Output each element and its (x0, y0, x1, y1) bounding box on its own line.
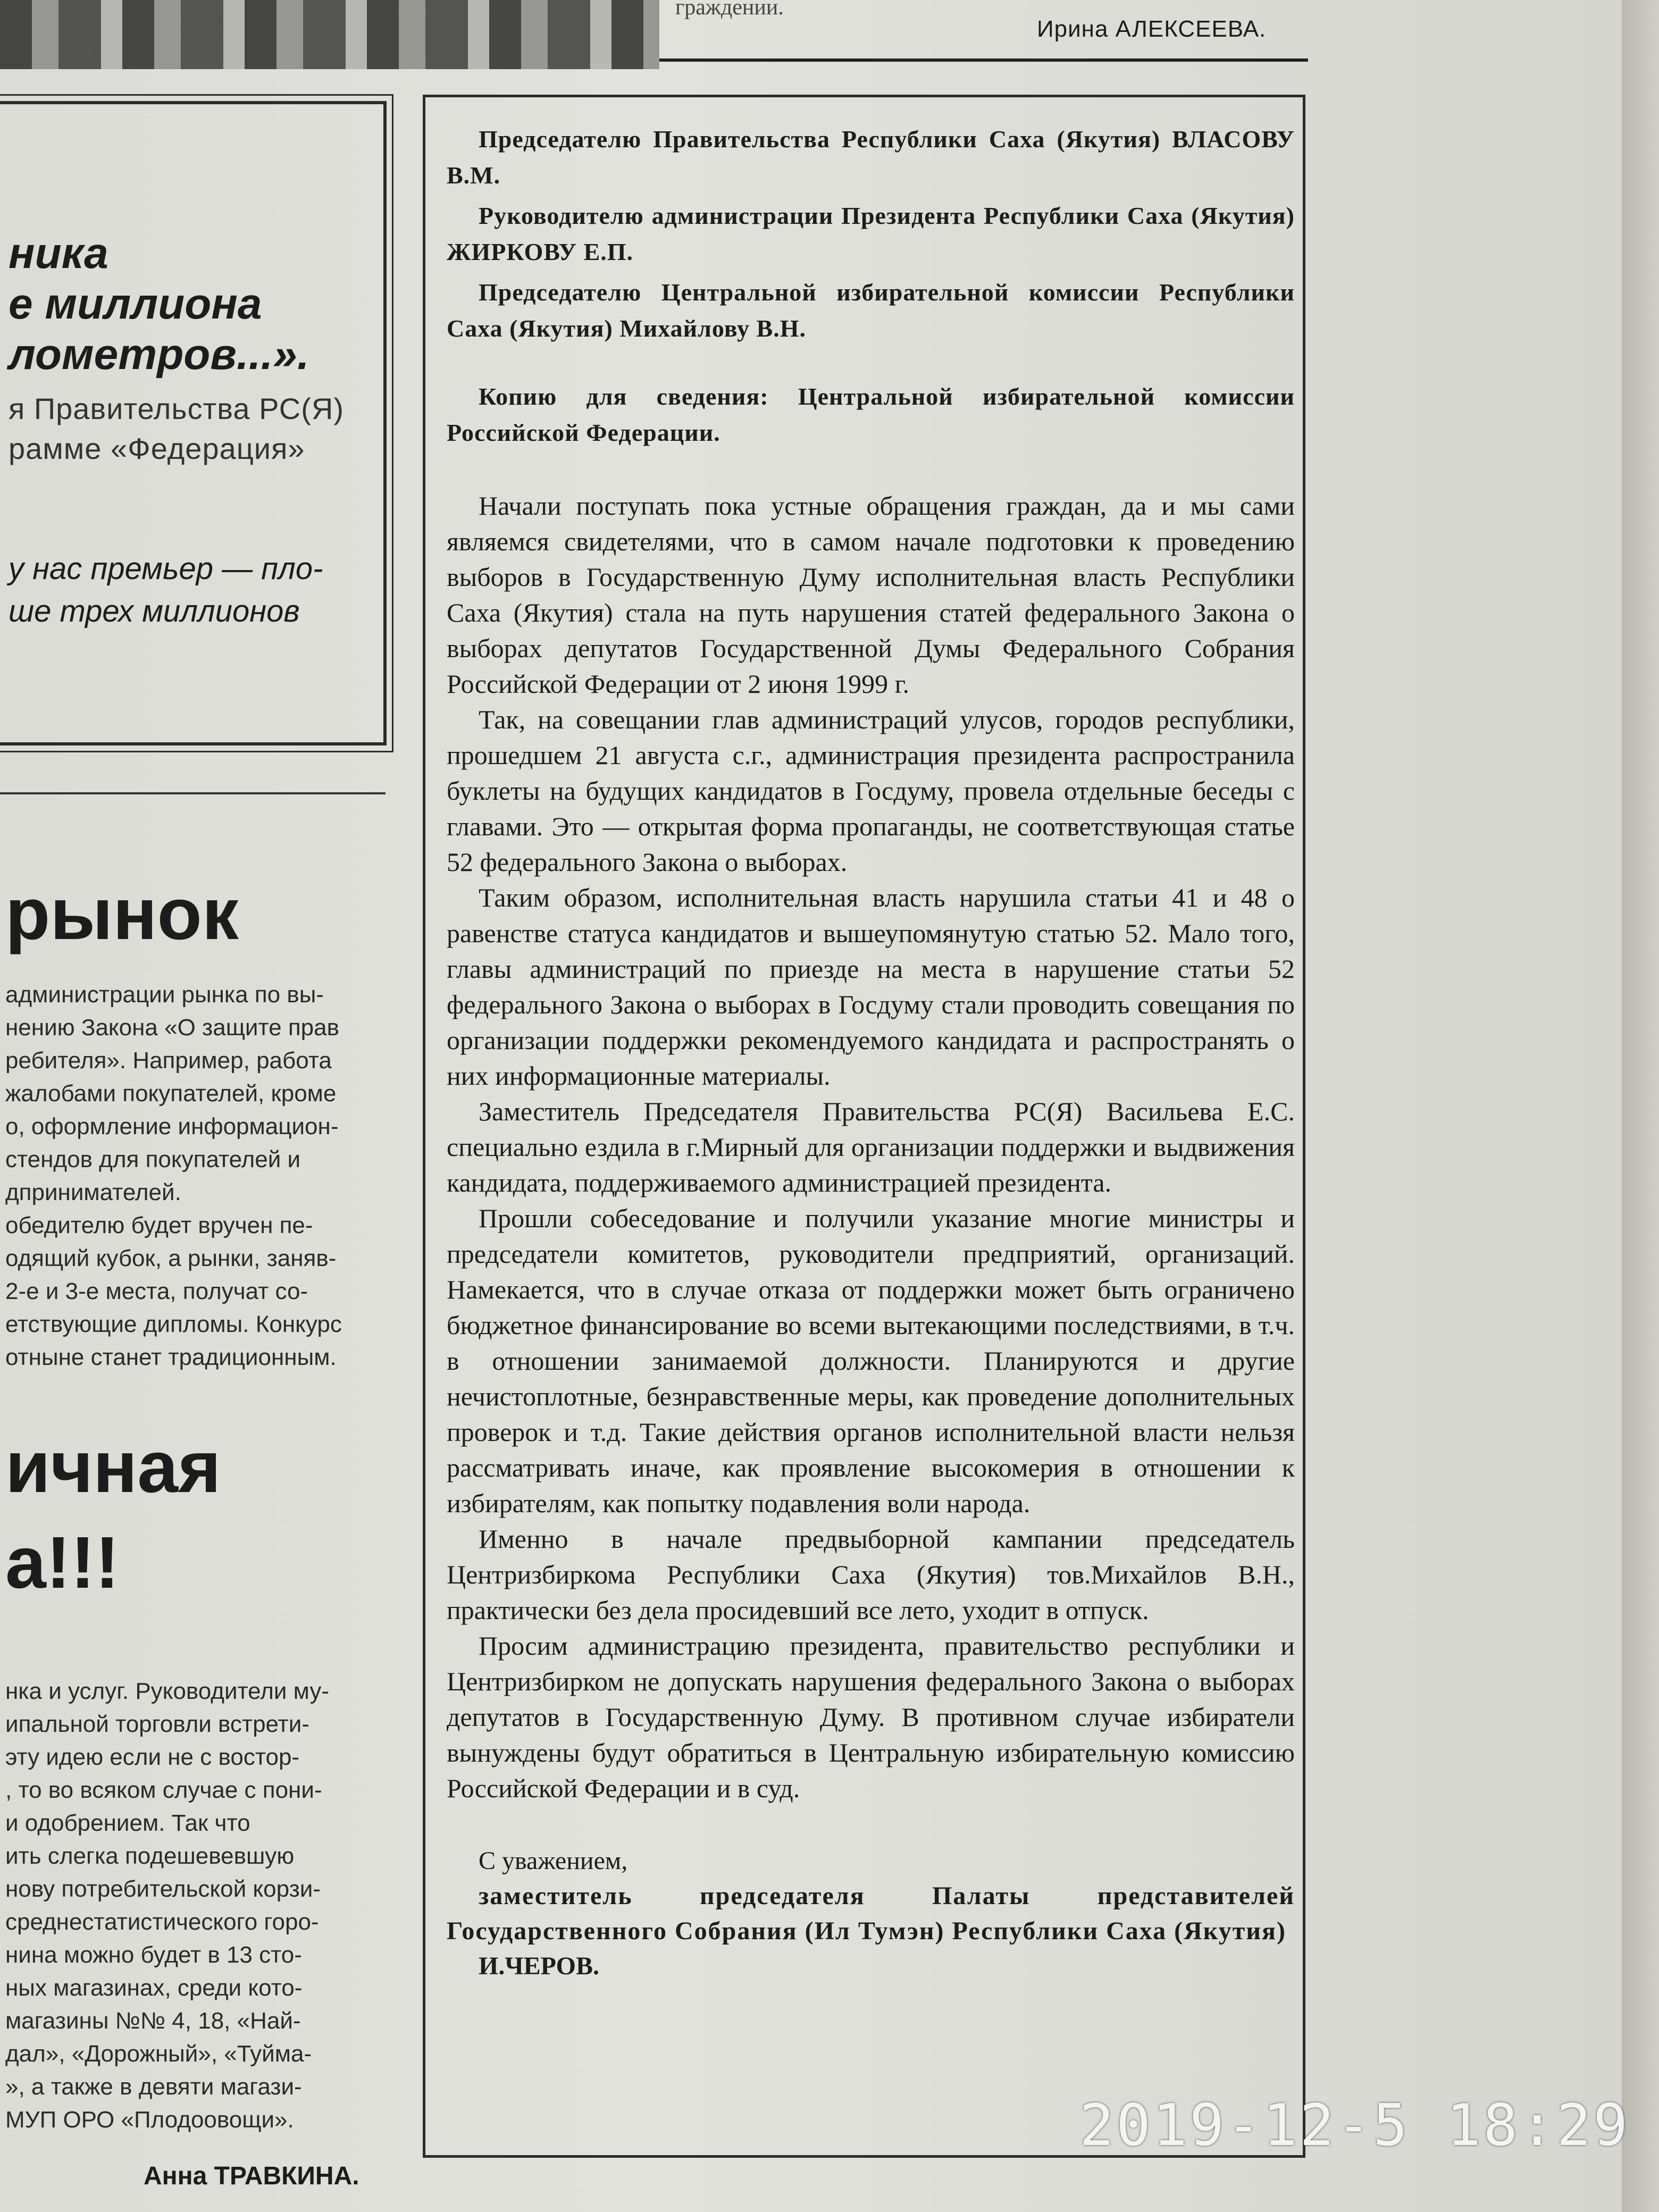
text-line: етствующие дипломы. Конкурс (5, 1311, 342, 1337)
text-line: жалобами покупателей, кроме (5, 1080, 337, 1107)
text-line: ипальной торговли встрети- (5, 1711, 309, 1737)
photo-timestamp: 2019-12-5 18:29 (1079, 2092, 1630, 2159)
article-heading: а!!! (5, 1522, 120, 1604)
article-author: Анна ТРАВКИНА. (144, 2162, 359, 2190)
text-line: », а также в девяти магази- (5, 2074, 302, 2100)
top-snippet: граждении. (675, 0, 784, 20)
headline-line: е миллиона (9, 280, 262, 328)
text-line: , то во всяком случае с пони- (5, 1777, 322, 1803)
text-line: дпринимателей. (5, 1179, 181, 1205)
text-line: ных магазинах, среди кото- (5, 1975, 303, 2001)
text-line: одящий кубок, а рынки, заняв- (5, 1245, 337, 1271)
divider (0, 792, 386, 794)
left-boxed-article (0, 101, 387, 745)
regards: С уважением, (479, 1847, 628, 1875)
addressee: Председателю Правительства Республики Саха (Якутия) ВЛАСОВУ В.М. (447, 125, 1295, 189)
text-line: нению Закона «О защите прав (5, 1015, 339, 1041)
signature-title: заместитель председателя Палаты представителей Государственного Собрания (Ил Тумэн) Республики Саха (Якутия) (447, 1882, 1295, 1945)
text-line: о, оформление информацион- (5, 1113, 339, 1139)
text-line: обедителю будет вручен пе- (5, 1212, 313, 1238)
text-line: МУП ОРО «Плодоовощи». (5, 2107, 294, 2133)
text-line: 2-е и 3-е места, получат со- (5, 1278, 308, 1304)
copy-notice: Копию для сведения: Центральной избирательной комиссии Российской Федерации. (447, 383, 1295, 446)
addressee: Руководителю администрации Президента Республики Саха (Якутия) ЖИРКОВУ Е.П. (447, 202, 1295, 265)
headline-line: ника (9, 229, 108, 278)
text-line: и одобрением. Так что (5, 1810, 250, 1836)
text-line: дал», «Дорожный», «Туйма- (5, 2041, 312, 2067)
letter-paragraph: Прошли собеседование и получили указание многие министры и председатели комитетов, руководители предприятий, организаций. Намекается, что в случае отказа от поддержки может быть ограничено бюджетное финансирование во всеми вытекающими последствиями, в т.ч. в отношении занимаемой должности. Планируются и другие нечистоплотные, безнравственные меры, как проведение дополнительных проверок и т.д. Такие действия органов исполнительной власти нельзя рассматривать иначе, как проявление высокомерия в отношении к избирателям, как попытку подавления воли народа. (447, 1203, 1295, 1518)
addressee: Председателю Центральной избирательной комиссии Республики Саха (Якутия) Михайлову В.Н. (447, 279, 1295, 342)
article-heading: рынок (5, 873, 239, 955)
article-text (5, 978, 383, 1374)
divider (659, 58, 1308, 62)
text-line: нову потребительской корзи- (5, 1876, 321, 1902)
text-line: магазины №№ 4, 18, «Най- (5, 2008, 301, 2034)
text-line: среднестатистического горо- (5, 1909, 319, 1935)
text-line: нка и услуг. Руководители му- (5, 1678, 330, 1704)
top-author: Ирина АЛЕКСЕЕВА. (1037, 16, 1267, 42)
text-line: администрации рынка по вы- (5, 982, 324, 1008)
open-letter-box (423, 95, 1305, 2158)
subheadline-line: рамме «Федерация» (9, 432, 305, 465)
letter-paragraph: Заместитель Председателя Правительства РС(Я) Васильева Е.С. специально ездила в г.Мирный для организации поддержки и выдвижения кандидата, поддерживаемого администрацией президента. (447, 1096, 1295, 1197)
open-letter (447, 121, 1295, 1984)
italic-line: ше трех миллионов (9, 594, 300, 629)
headline-line: лометров...». (9, 330, 309, 379)
letter-closing (447, 1844, 1295, 1984)
signature-name: И.ЧЕРОВ. (479, 1952, 599, 1980)
page-edge (1622, 0, 1659, 2212)
text-line: эту идею если не с востор- (5, 1744, 300, 1770)
photo-fragment (0, 0, 659, 69)
letter-paragraph: Просим администрацию президента, правительство республики и Центризбирком не допускать нарушения федерального Закона о выборах депутатов в Государственную Думу. В противном случае избиратели вынуждены будут обратиться в Центральную избирательную комиссию Российской Федерации и в суд. (447, 1631, 1295, 1803)
text-line: ить слегка подешевевшую (5, 1843, 295, 1869)
italic-line: у нас премьер — пло- (9, 551, 323, 586)
article-heading: ичная (5, 1426, 221, 1508)
letter-paragraph: Так, на совещании глав администраций улусов, городов республики, прошедшем 21 августа с.г., администрация президента распространила буклеты на будущих кандидатов в Госдуму, провела отдельные беседы с главами. Это — открытая форма пропаганды, не соответствующая статье 52 федерального Закона о выборах. (447, 705, 1295, 877)
text-line: отныне станет традиционным. (5, 1344, 337, 1370)
text-line: стендов для покупателей и (5, 1146, 301, 1172)
article-text (5, 1675, 383, 2136)
letter-paragraph: Начали поступать пока устные обращения граждан, да и мы сами являемся свидетелями, что в самом начале подготовки к проведению выборов в Государственную Думу исполнительная власть Республики Саха (Якутия) стала на путь нарушения статей федерального Закона о выборах депутатов Государственной Думы Федерального Собрания Российской Федерации от 2 июня 1999 г. (447, 491, 1295, 699)
letter-paragraph: Именно в начале предвыборной кампании председатель Центризбиркома Республики Саха (Якутия) тов.Михайлов В.Н., практически без дела просидевший все лето, уходит в отпуск. (447, 1524, 1295, 1625)
text-line: ребителя». Например, работа (5, 1048, 332, 1074)
subheadline-line: я Правительства РС(Я) (9, 392, 344, 425)
letter-paragraph: Таким образом, исполнительная власть нарушила статьи 41 и 48 о равенстве статуса кандидатов и вышеупомянутую статью 52. Мало того, главы администраций по приезде на места в нарушение статьи 52 федерального Закона о выборах в Госдуму стали проводить совещания по организации поддержки рекомендуемого кандидата и распространять о них информационные материалы. (447, 883, 1295, 1091)
text-line: нина можно будет в 13 сто- (5, 1942, 302, 1968)
